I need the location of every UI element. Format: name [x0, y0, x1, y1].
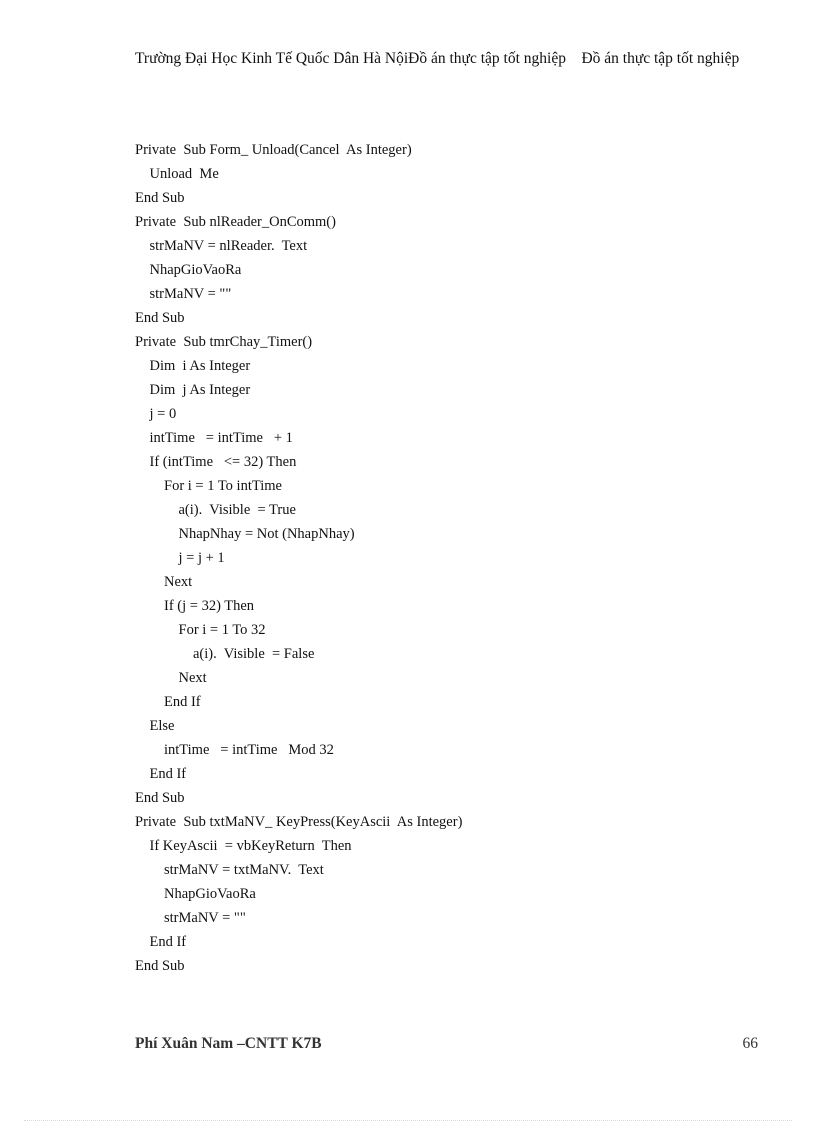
code-line: strMaNV = nlReader. Text — [135, 238, 308, 254]
code-line: If KeyAscii = vbKeyReturn Then — [135, 838, 352, 854]
code-line: For i = 1 To intTime — [135, 478, 282, 494]
code-line: a(i). Visible = True — [135, 502, 296, 518]
code-line: j = j + 1 — [135, 550, 225, 566]
code-line: NhapGioVaoRa — [135, 886, 256, 902]
page-header: Trường Đại Học Kinh Tế Quốc Dân Hà NộiĐồ án thực tập tốt nghiệp Đồ án thực tập tốt nghiệp — [135, 50, 740, 67]
code-line: Next — [135, 670, 207, 686]
code-line: a(i). Visible = False — [135, 646, 315, 662]
page-number: 66 — [742, 1035, 758, 1052]
code-line: j = 0 — [135, 406, 177, 422]
code-line: If (j = 32) Then — [135, 598, 255, 614]
code-line: strMaNV = "" — [135, 910, 246, 926]
code-line: End If — [135, 766, 187, 782]
page-bottom-divider — [24, 1120, 792, 1121]
code-line: Dim i As Integer — [135, 358, 251, 374]
code-line: NhapGioVaoRa — [135, 262, 242, 278]
code-line: NhapNhay = Not (NhapNhay) — [135, 526, 355, 542]
code-line: Private Sub txtMaNV_ KeyPress(KeyAscii As Integer) — [135, 814, 463, 830]
footer-author: Phí Xuân Nam –CNTT K7B — [135, 1035, 322, 1052]
code-line: End Sub — [135, 790, 185, 806]
code-line: Next — [135, 574, 193, 590]
code-line: If (intTime <= 32) Then — [135, 454, 297, 470]
code-line: strMaNV = txtMaNV. Text — [135, 862, 324, 878]
code-line: strMaNV = "" — [135, 286, 232, 302]
code-line: End Sub — [135, 190, 185, 206]
code-listing — [135, 138, 775, 978]
code-line: Private Sub tmrChay_Timer() — [135, 334, 313, 350]
code-line: Dim j As Integer — [135, 382, 251, 398]
code-line: End If — [135, 934, 187, 950]
code-line: intTime = intTime + 1 — [135, 430, 293, 446]
code-line: intTime = intTime Mod 32 — [135, 742, 334, 758]
code-line: End If — [135, 694, 201, 710]
code-line: For i = 1 To 32 — [135, 622, 266, 638]
code-line: End Sub — [135, 958, 185, 974]
code-line: Private Sub Form_ Unload(Cancel As Integer) — [135, 142, 412, 158]
code-line: Else — [135, 718, 175, 734]
code-line: Private Sub nlReader_OnComm() — [135, 214, 336, 230]
code-line: End Sub — [135, 310, 185, 326]
code-line: Unload Me — [135, 166, 219, 182]
